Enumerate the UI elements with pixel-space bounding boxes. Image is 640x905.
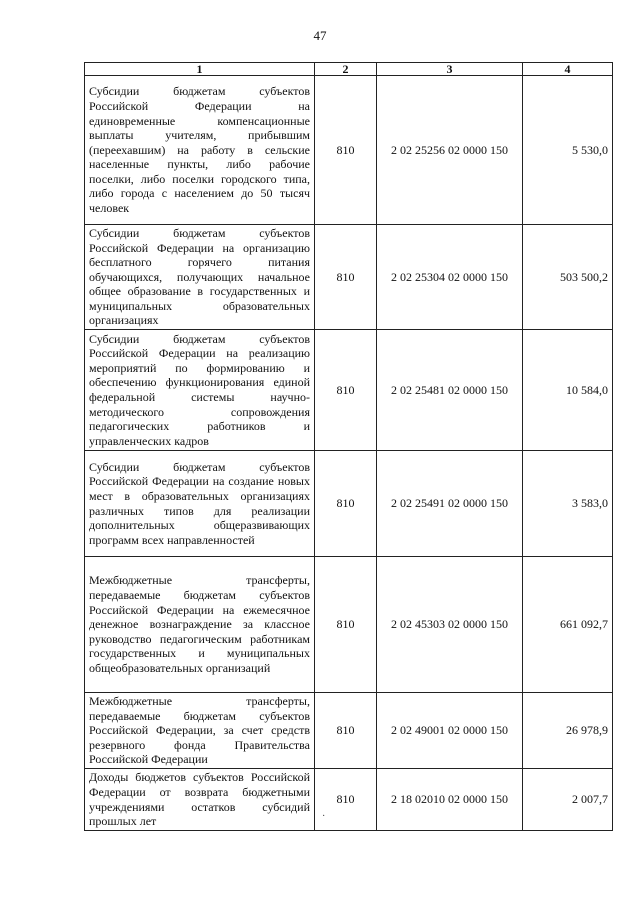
row-amount: 2 007,7 <box>523 769 613 831</box>
row-description: Субсидии бюджетам субъектов Российской Федерации на организацию бесплатного горячего питания обучающихся, получающих начальное общее образование в государственных и муниципальных образовательных организациях <box>85 225 315 330</box>
column-header-4: 4 <box>523 63 613 76</box>
row-code: 810 <box>315 693 377 769</box>
column-header-2: 2 <box>315 63 377 76</box>
row-description: Доходы бюджетов субъектов Российской Федерации от возврата бюджетными учреждениями остатков субсидий прошлых лет <box>85 769 315 831</box>
row-kbk: 2 02 25304 02 0000 150 <box>377 225 523 330</box>
page-number: 47 <box>313 28 327 43</box>
row-amount: 26 978,9 <box>523 693 613 769</box>
table-row <box>85 451 613 557</box>
table-header-row <box>85 63 613 76</box>
table-row <box>85 557 613 693</box>
table-row <box>85 76 613 225</box>
table-row <box>85 769 613 831</box>
row-amount: 5 530,0 <box>523 76 613 225</box>
row-code: 810 <box>315 330 377 451</box>
scan-mark: · <box>322 811 326 822</box>
row-description: Межбюджетные трансферты, передаваемые бюджетам субъектов Российской Федерации на ежемесячное денежное вознаграждение за классное руководство педагогическим работникам государственных и муниципальных общеобразовательных организаций <box>85 557 315 693</box>
row-kbk: 2 02 25256 02 0000 150 <box>377 76 523 225</box>
table-row <box>85 693 613 769</box>
table-row <box>85 330 613 451</box>
row-code: 810 <box>315 769 377 831</box>
row-kbk: 2 02 25481 02 0000 150 <box>377 330 523 451</box>
row-kbk: 2 02 45303 02 0000 150 <box>377 557 523 693</box>
row-description: Межбюджетные трансферты, передаваемые бюджетам субъектов Российской Федерации, за счет средств резервного фонда Правительства Российской Федерации <box>85 693 315 769</box>
table-row <box>85 225 613 330</box>
row-amount: 661 092,7 <box>523 557 613 693</box>
column-header-3: 3 <box>377 63 523 76</box>
revenue-table <box>84 62 613 831</box>
row-description: Субсидии бюджетам субъектов Российской Федерации на единовременные компенсационные выплаты учителям, прибывшим (переехавшим) на работу в сельские населенные пункты, либо рабочие поселки, либо поселки городского типа, либо города с населением до 50 тысяч человек <box>85 76 315 225</box>
row-kbk: 2 02 49001 02 0000 150 <box>377 693 523 769</box>
row-code: 810 <box>315 225 377 330</box>
row-kbk: 2 18 02010 02 0000 150 <box>377 769 523 831</box>
row-description: Субсидии бюджетам субъектов Российской Федерации на реализацию мероприятий по формированию и обеспечению функционирования единой федеральной системы научно-методического сопровождения педагогических работников и управленческих кадров <box>85 330 315 451</box>
row-amount: 503 500,2 <box>523 225 613 330</box>
row-amount: 3 583,0 <box>523 451 613 557</box>
column-header-1: 1 <box>85 63 315 76</box>
row-description: Субсидии бюджетам субъектов Российской Федерации на создание новых мест в образовательных организациях различных типов для реализации дополнительных общеразвивающих программ всех направленностей <box>85 451 315 557</box>
row-code: 810 <box>315 76 377 225</box>
row-amount: 10 584,0 <box>523 330 613 451</box>
row-code: 810 <box>315 451 377 557</box>
row-kbk: 2 02 25491 02 0000 150 <box>377 451 523 557</box>
row-code: 810 <box>315 557 377 693</box>
